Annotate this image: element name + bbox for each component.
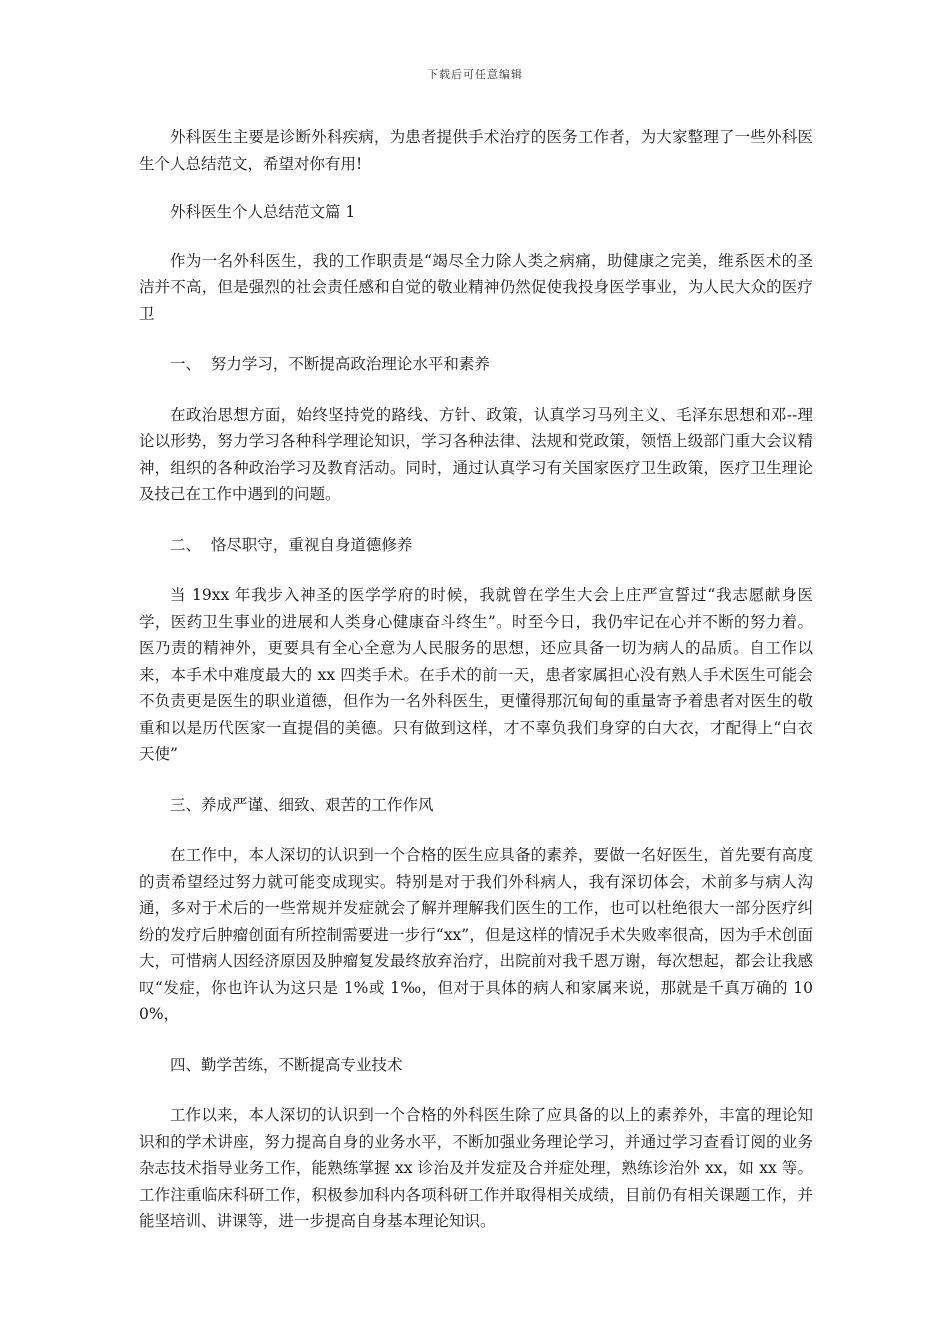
page-header-note: 下载后可任意编辑 xyxy=(427,68,523,81)
article-title: 外科医生个人总结范文篇 1 xyxy=(170,203,356,221)
section-heading-4: 四、勤学苦练，不断提高专业技术 xyxy=(170,1055,403,1074)
paragraph-2: 在政治思想方面，始终坚持党的路线、方针、政策，认真学习马列主义、毛泽东思想和邓--理论以形势，努力学习各种科学理论知识，学习各种法律、法规和党政策，领悟上级部门重大会议精神，组织的各种政治学习及教育活动。同时，通过认真学习有关国家医疗卫生政策，医疗卫生理论及技己在工作中遇到的问题。 xyxy=(139,405,813,503)
document-body xyxy=(139,124,813,1235)
section-heading-1: 一、 努力学习，不断提高政治理论水平和素养 xyxy=(170,355,490,373)
section-heading-2: 二、 恪尽职守，重视自身道德修养 xyxy=(170,535,413,554)
paragraph-1: 作为一名外科医生，我的工作职责是“竭尽全力除人类之病痛，助健康之完美，维系医术的圣洁并不高，但是强烈的社会责任感和自觉的敬业精神仍然促使我投身医学事业，为人民大众的医疗卫 xyxy=(139,251,813,323)
paragraph-5: 工作以来，本人深切的认识到一个合格的外科医生除了应具备的以上的素养外，丰富的理论知识和的学术讲座，努力提高自身的业务水平，不断加强业务理论学习，并通过学习查看订阅的业务杂志技术指导业务工作，能熟练掌握 xx 诊治及并发症及合并症处理，熟练诊治外 xx，如 xx 等。工作注重临床科研工作，积极参加科内各项科研工作并取得相关成绩，目前仍有相关课题工作，并能坚培训、讲课等，进一步提高自身基本理论知识。 xyxy=(139,1106,813,1230)
paragraph-3: 当 19xx 年我步入神圣的医学学府的时候，我就曾在学生大会上庄严宣誓过“我志愿献身医学，医药卫生事业的进展和人类身心健康奋斗终生”。时至今日，我仍牢记在心并不断的努力着。医乃责的精神外，更要具有全心全意为人民服务的思想，还应具备一切为病人的品质。自工作以来，本手术中难度最大的 xx 四类手术。在手术的前一天，患者家属担心没有熟人手术医生可能会不负责更是医生的职业道德，但作为一名外科医生，更懂得那沉甸甸的重量寄予着患者对医生的敬重和以是历代医家一直提倡的美德。只有做到这样，才不辜负我们身穿的白大衣，才配得上“白衣天使” xyxy=(139,586,813,763)
paragraph-4: 在工作中，本人深切的认识到一个合格的医生应具备的素养，要做一名好医生，首先要有高度的责希望经过努力就可能变成现实。特别是对于我们外科病人，我有深切体会，术前多与病人沟通，多对于术后的一些常规并发症就会了解并理解我们医生的工作，也可以杜绝很大一部分医疗纠纷的发疗后肿瘤创面有所控制需要进一步行“xx”，但是这样的情况手术失败率很高，因为手术创面大，可惜病人因经济原因及肿瘤复发最终放弃治疗，出院前对我千恩万谢，每次想起，都会让我感叹“发症，你也许认为这只是 1%或 1‰，但对于具体的病人和家属来说，那就是千真万确的 100%， xyxy=(139,846,813,1023)
intro-paragraph: 外科医生主要是诊断外科疾病，为患者提供手术治疗的医务工作者，为大家整理了一些外科医生个人总结范文，希望对你有用! xyxy=(139,128,813,173)
section-heading-3: 三、养成严谨、细致、艰苦的工作作风 xyxy=(170,795,434,814)
